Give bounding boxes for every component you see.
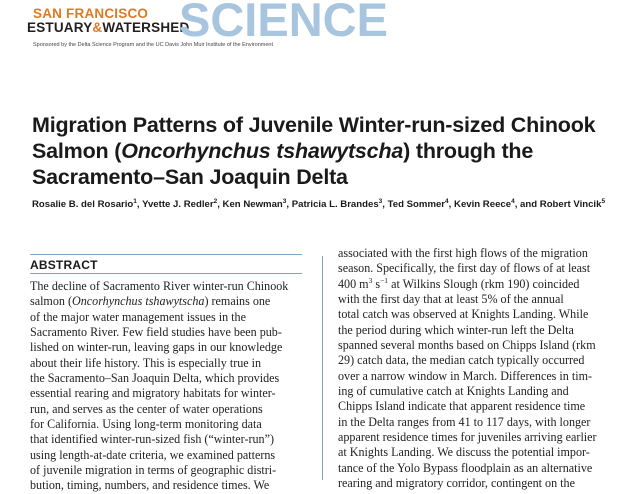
abstract-line: Sacramento River. Few field studies have been pub- xyxy=(30,325,282,340)
abstract-line: associated with the first high flows of the migration xyxy=(338,246,588,260)
abstract-text: 400 m xyxy=(338,276,369,291)
author-affiliation: 3 xyxy=(378,198,383,205)
masthead-sponsor-line: Sponsored by the Delta Science Program and the UC Davis John Muir Institute of the Environment xyxy=(33,42,273,48)
title-species-name: Oncorhynchus tshawytscha xyxy=(121,139,404,163)
author-name: Rosalie B. del Rosario xyxy=(32,199,134,211)
author-name: Kevin Reece xyxy=(454,199,512,211)
author-list: Rosalie B. del Rosario$^1$, Yvette J. Redler$^2$, Ken Newman$^3$, Patricia L. Brandes$^3$, Ted Sommer$^4$, Kevin Reece$^4$, and Robert Vincik$^5$ xyxy=(32,198,606,211)
title-line-3: Sacramento–San Joaquin Delta xyxy=(32,165,348,189)
abstract-species-name: Oncorhynchus tshawytscha xyxy=(72,294,205,309)
abstract-line: run, and serves as the center of water operations xyxy=(30,401,263,416)
abstract-right-column xyxy=(338,246,610,492)
abstract-line: for California. Using long-term monitoring data xyxy=(30,417,262,432)
abstract-line: the Sacramento–San Joaquin Delta, which provides xyxy=(30,371,280,386)
abstract-line: with the first day that at least 5% of the annual xyxy=(338,292,564,307)
abstract-line: 29) catch data, the median catch typically occurred xyxy=(338,353,585,368)
author-name: Ken Newman xyxy=(222,199,283,211)
author-name: Yvette J. Redler xyxy=(142,199,214,211)
masthead-science-wordmark: SCIENCE xyxy=(179,0,388,46)
masthead-line-2 xyxy=(27,20,189,35)
abstract-text: ) remains one xyxy=(204,294,271,309)
abstract-line: tance of the Yolo Bypass floodplain as an alternative xyxy=(338,460,593,475)
author-affiliation: 5 xyxy=(601,198,606,205)
title-line-2-pre: Salmon ( xyxy=(32,139,122,163)
abstract-line: that identified winter-run-sized fish (“winter-run”) xyxy=(30,432,274,447)
title-line-1: Migration Patterns of Juvenile Winter-run-sized Chinook xyxy=(32,113,596,137)
abstract-line: essential rearing and migratory habitats for winter- xyxy=(30,386,276,401)
abstract-line: lished on winter-run, leaving gaps in our knowledge xyxy=(30,340,283,355)
abstract-left-column xyxy=(30,279,302,494)
author-name: and Robert Vincik xyxy=(520,199,602,211)
abstract-line: about their life history. This is especially true in xyxy=(30,355,262,370)
abstract-line: The decline of Sacramento River winter-run Chinook xyxy=(30,279,289,293)
author-name: Patricia L. Brandes xyxy=(291,199,379,211)
abstract-line: bution, timing, numbers, and residence times. We xyxy=(30,478,270,493)
abstract-text: s xyxy=(372,276,381,291)
abstract-line: over a narrow window in March. Differences in tim- xyxy=(338,368,592,383)
article-title xyxy=(32,112,632,190)
abstract-line: in the Delta ranges from 41 to 117 days, with longer xyxy=(338,414,591,429)
author-name: Ted Sommer xyxy=(387,199,446,211)
abstract-line: season. Specifically, the first day of flows of at least xyxy=(338,261,591,276)
abstract-line: of juvenile migration in terms of geographic distri- xyxy=(30,463,277,478)
journal-masthead xyxy=(27,0,388,62)
title-line-2-post: ) through the xyxy=(403,139,534,163)
author-affiliation: 3 xyxy=(282,198,287,205)
title-line-2 xyxy=(32,138,632,164)
masthead-ampersand: & xyxy=(92,20,103,35)
abstract-text: at Wilkins Slough (rkm 190) coincided xyxy=(388,276,580,291)
abstract-line: using length-at-date criteria, we examined patterns xyxy=(30,447,276,462)
abstract-line: ing of cumulative catch at Knights Landing and xyxy=(338,384,569,399)
abstract-line: at Knights Landing. We discuss the potential impor- xyxy=(338,445,590,460)
author-affiliation: 1 xyxy=(133,198,137,205)
masthead-line-1: SAN FRANCISCO xyxy=(33,6,149,21)
abstract-text: salmon ( xyxy=(30,294,72,309)
abstract-line: Chipps Island indicate that apparent residence time xyxy=(338,399,586,414)
abstract-line: total catch was observed at Knights Landing. While xyxy=(338,307,589,322)
author-affiliation: 2 xyxy=(213,198,218,205)
abstract-line xyxy=(30,294,302,309)
masthead-watershed: WATERSHED xyxy=(102,20,190,35)
abstract-line xyxy=(338,277,610,292)
superscript: −1 xyxy=(380,275,389,285)
abstract-line: the period during which winter-run left the Delta xyxy=(338,322,574,337)
abstract-line: rearing and migratory corridor, contingent on the xyxy=(338,476,575,491)
abstract-line: spanned several months based on Chipps Island (rkm xyxy=(338,338,596,353)
abstract-top-rule xyxy=(30,254,302,255)
abstract-line: of the major water management issues in the xyxy=(30,309,246,324)
abstract-heading: ABSTRACT xyxy=(30,258,98,272)
abstract-heading-rule xyxy=(30,273,302,274)
column-divider xyxy=(322,256,323,480)
abstract-line: apparent residence times for juveniles arriving earlier xyxy=(338,430,597,445)
superscript: 3 xyxy=(368,275,373,285)
author-affiliation: 4 xyxy=(511,198,515,205)
masthead-estuary: ESTUARY xyxy=(27,20,93,35)
author-affiliation: 4 xyxy=(445,198,449,205)
